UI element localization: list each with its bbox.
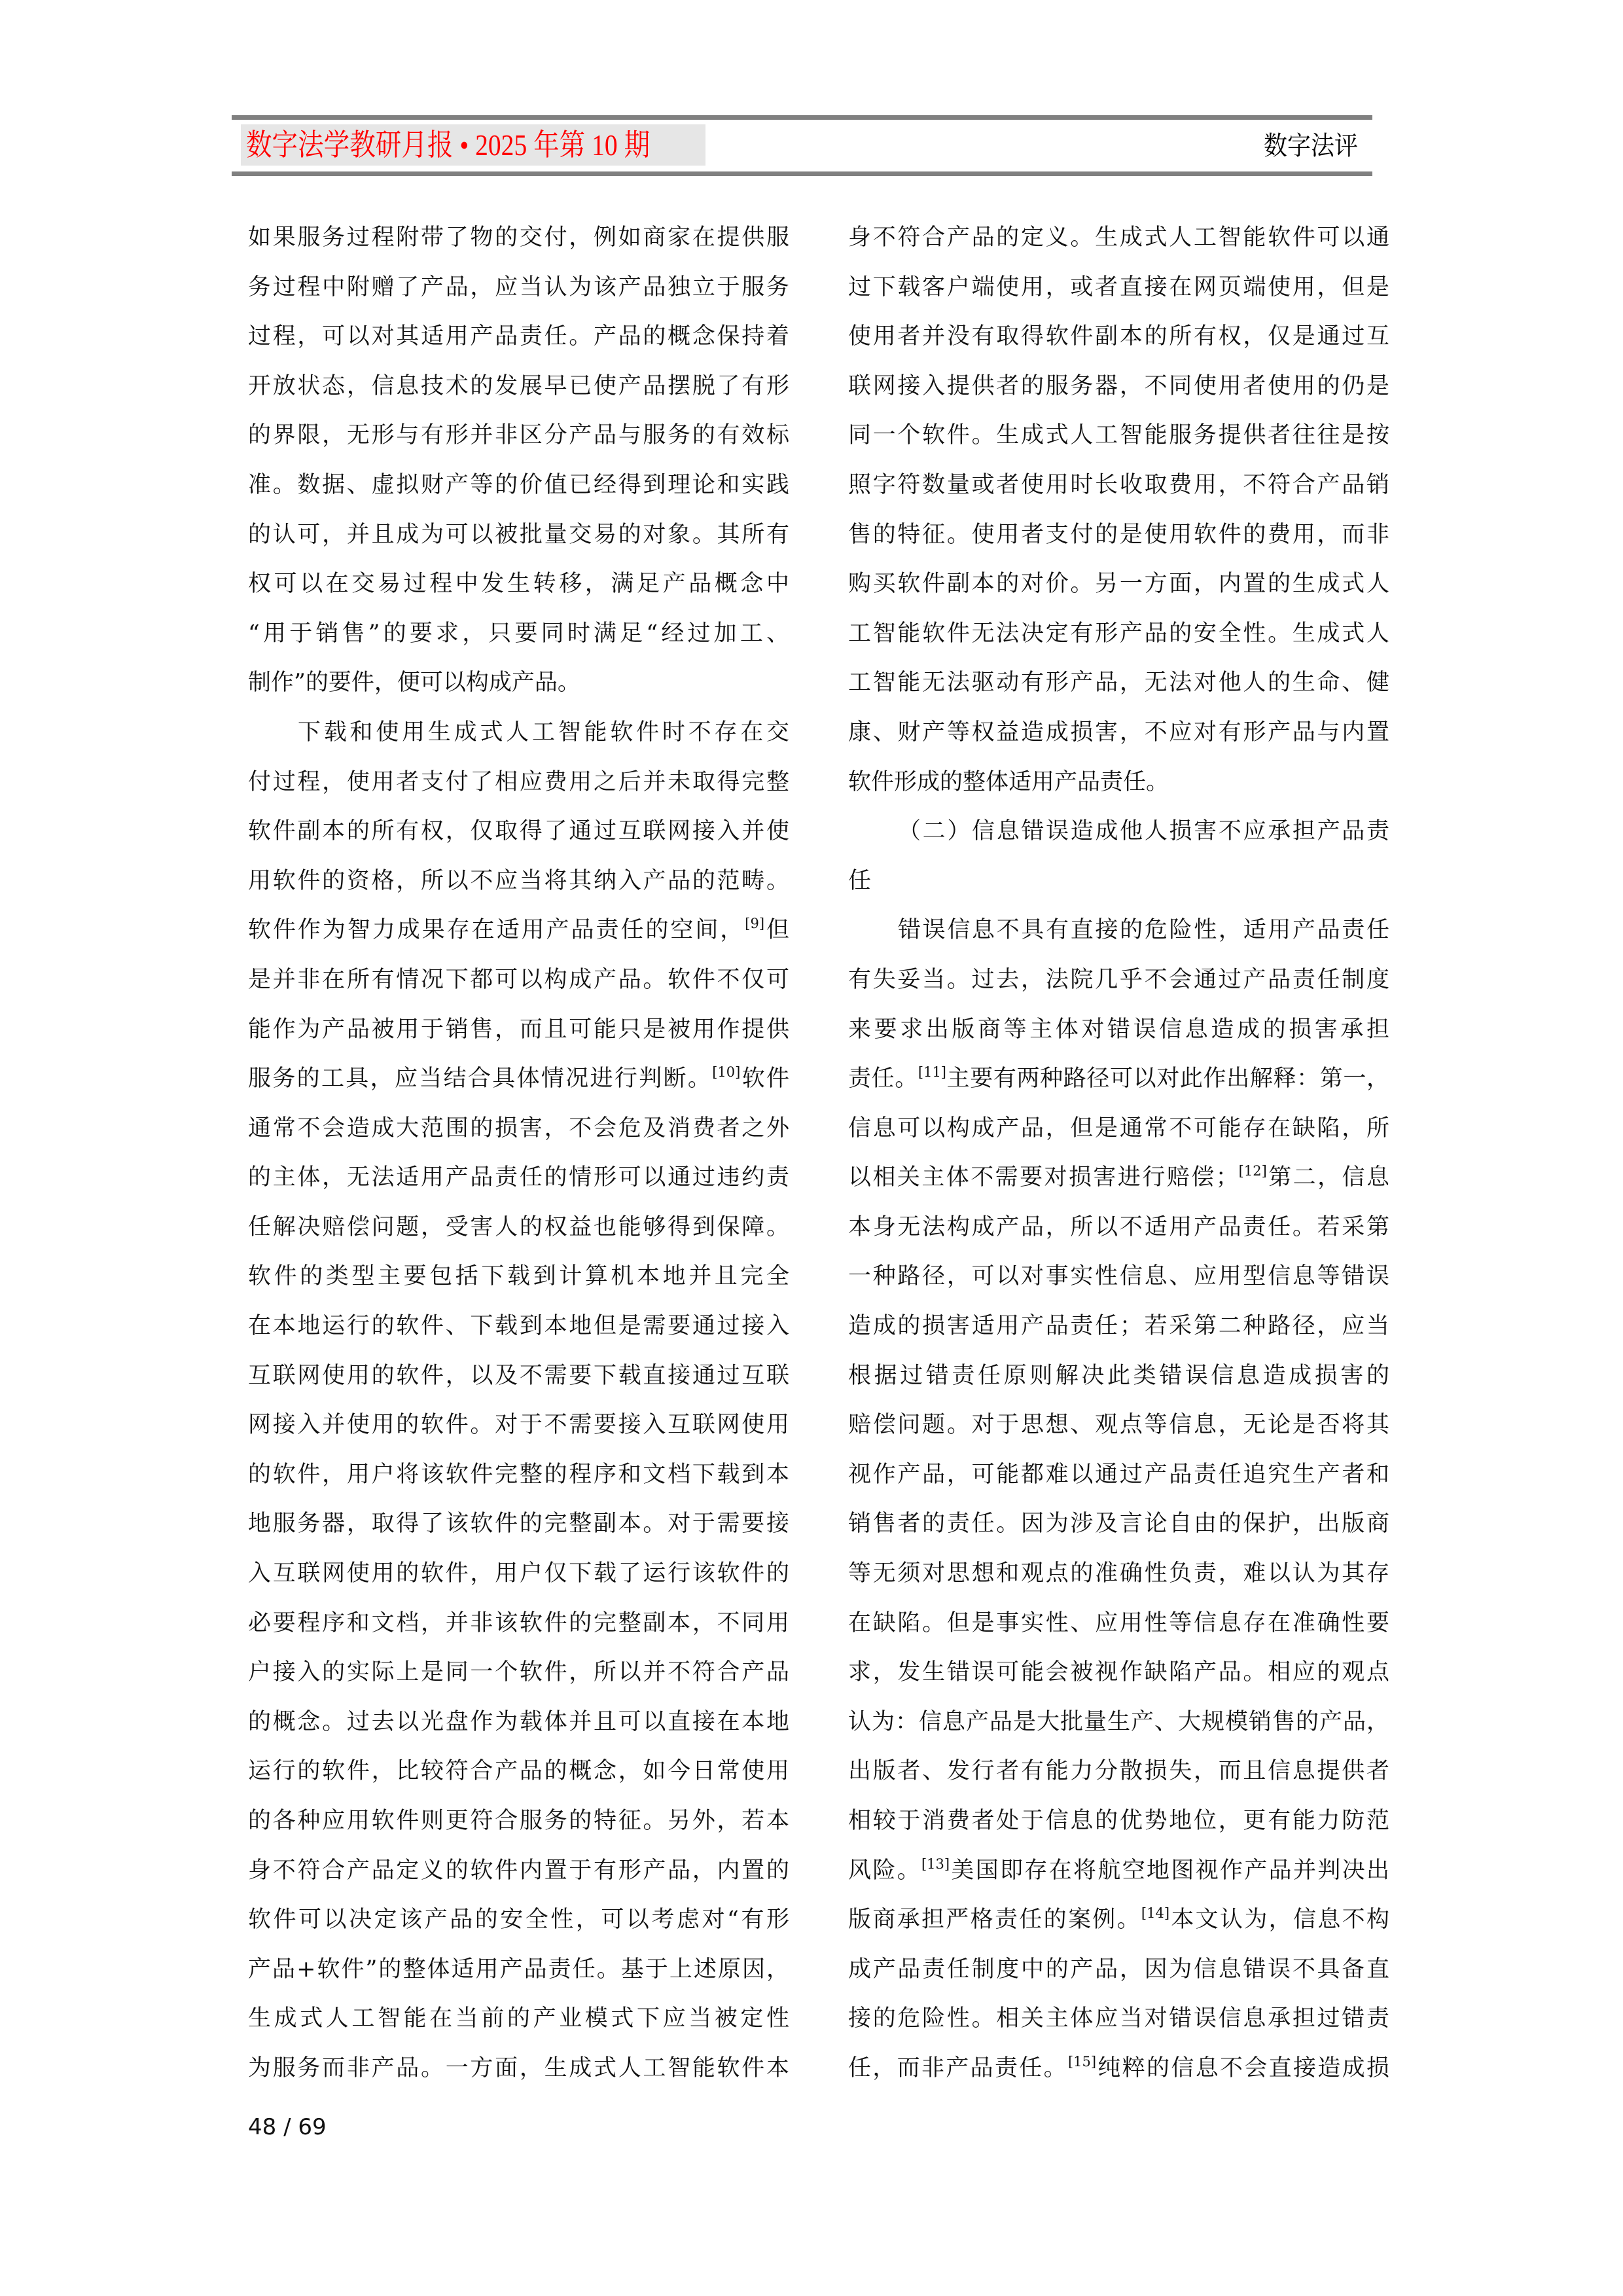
text-line: 开放状态，信息技术的发展早已使产品摆脱了有形 (248, 372, 789, 399)
text-line: 户接入的实际上是同一个软件，所以并不符合产品 (248, 1659, 789, 1686)
section-title: 数字法评 (1264, 131, 1358, 161)
paragraph (848, 807, 1389, 906)
text-line: 有失妥当。过去，法院几乎不会通过产品责任制度 (848, 966, 1389, 993)
text-line: 视作产品，可能都难以通过产品责任追究生产者和 (848, 1461, 1389, 1488)
text-line: 生成式人工智能在当前的产业模式下应当被定性 (248, 2005, 789, 2032)
citation-marker[interactable]: [15] (1067, 2053, 1097, 2070)
text-line: 用软件的资格，所以不应当将其纳入产品的范畴。 (248, 867, 789, 894)
text-line: 任 (848, 867, 872, 894)
text-line: 本身无法构成产品，所以不适用产品责任。若采第 (848, 1213, 1389, 1240)
text-line: 来要求出版商等主体对错误信息造成的损害承担 (848, 1016, 1389, 1043)
citation-marker[interactable]: [12] (1238, 1163, 1267, 1179)
citation-marker[interactable]: [11] (918, 1064, 946, 1081)
text-line: 风险。[13]美国即存在将航空地图视作产品并判决出 (848, 1856, 1389, 1884)
text-line: 网接入并使用的软件。对于不需要接入互联网使用 (248, 1412, 789, 1439)
header-top-rule (232, 115, 1372, 120)
text-line: 接的危险性。相关主体应当对错误信息承担过错责 (848, 2005, 1389, 2032)
text-line: 的界限，无形与有形并非区分产品与服务的有效标 (248, 422, 789, 449)
text-line: 软件副本的所有权，仅取得了通过互联网接入并使 (248, 818, 789, 845)
text-line: 销售者的责任。因为涉及言论自由的保护，出版商 (848, 1511, 1389, 1537)
text-line: 求，发生错误可能会被视作缺陷产品。相应的观点 (848, 1659, 1389, 1686)
citation-marker[interactable]: [13] (921, 1856, 950, 1872)
journal-title-box (241, 124, 705, 166)
citation-marker[interactable]: [10] (712, 1064, 741, 1081)
left-column (248, 213, 789, 2094)
text-line: 务过程中附赠了产品，应当认为该产品独立于服务 (248, 274, 789, 300)
text-line: 相较于消费者处于信息的优势地位，更有能力防范 (848, 1808, 1389, 1834)
text-line: 在缺陷。但是事实性、应用性等信息存在准确性要 (848, 1609, 1389, 1636)
text-line: 造成的损害适用产品责任；若采第二种路径，应当 (848, 1313, 1389, 1340)
text-line: 使用者并没有取得软件副本的所有权，仅是通过互 (848, 323, 1389, 350)
text-line: 互联网使用的软件，以及不需要下载直接通过互联 (248, 1362, 789, 1389)
text-line: 运行的软件，比较符合产品的概念，如今日常使用 (248, 1758, 789, 1785)
text-line: 为服务而非产品。一方面，生成式人工智能软件本 (248, 2054, 789, 2081)
header-bottom-rule (232, 171, 1372, 176)
text-line: “用于销售”的要求，只要同时满足“经过加工、 (248, 620, 789, 647)
text-line: 准。数据、虚拟财产等的价值已经得到理论和实践 (248, 471, 789, 498)
text-line: 过程，可以对其适用产品责任。产品的概念保持着 (248, 323, 789, 350)
text-line: 如果服务过程附带了物的交付，例如商家在提供服 (248, 224, 789, 251)
text-line: 以相关主体不需要对损害进行赔偿；[12]第二，信息 (848, 1163, 1389, 1191)
text-line: 权可以在交易过程中发生转移，满足产品概念中 (248, 571, 789, 598)
text-line: 软件形成的整体适用产品责任。 (848, 768, 1169, 795)
text-line: 根据过错责任原则解决此类错误信息造成损害的 (848, 1362, 1389, 1389)
text-line: 版商承担严格责任的案例。[14]本文认为，信息不构 (848, 1905, 1389, 1933)
page-number: 48 / 69 (248, 2114, 327, 2140)
text-line: 身不符合产品的定义。生成式人工智能软件可以通 (848, 224, 1389, 251)
text-line: 认为：信息产品是大批量生产、大规模销售的产品， (848, 1708, 1389, 1735)
text-line: 地服务器，取得了该软件的完整副本。对于需要接 (248, 1511, 789, 1537)
text-line: 购买软件副本的对价。另一方面，内置的生成式人 (848, 571, 1389, 598)
text-line: 必要程序和文档，并非该软件的完整副本，不同用 (248, 1609, 789, 1636)
citation-marker[interactable]: [9] (745, 916, 765, 932)
text-line: 的软件，用户将该软件完整的程序和文档下载到本 (248, 1461, 789, 1488)
text-line: 赔偿问题。对于思想、观点等信息，无论是否将其 (848, 1412, 1389, 1439)
text-line: 的各种应用软件则更符合服务的特征。另外，若本 (248, 1808, 789, 1834)
text-line: 任解决赔偿问题，受害人的权益也能够得到保障。 (248, 1213, 789, 1240)
text-line: 服务的工具，应当结合具体情况进行判断。[10]软件 (248, 1064, 789, 1092)
text-line: 出版者、发行者有能力分散损失，而且信息提供者 (848, 1758, 1389, 1785)
text-line: 是并非在所有情况下都可以构成产品。软件不仅可 (248, 966, 789, 993)
text-line: 等无须对思想和观点的准确性负责，难以认为其存 (848, 1560, 1389, 1587)
text-line: 工智能无法驱动有形产品，无法对他人的生命、健 (848, 670, 1389, 696)
text-line: 通常不会造成大范围的损害，不会危及消费者之外 (248, 1115, 789, 1141)
text-line: 产品+软件”的整体适用产品责任。基于上述原因， (248, 1956, 789, 1982)
text-line: 任，而非产品责任。[15]纯粹的信息不会直接造成损 (848, 2053, 1389, 2081)
text-line: 的概念。过去以光盘作为载体并且可以直接在本地 (248, 1708, 789, 1735)
paragraph (248, 708, 789, 2094)
paragraph (848, 906, 1389, 2093)
text-line: 的主体，无法适用产品责任的情形可以通过违约责 (248, 1164, 789, 1191)
text-line: 售的特征。使用者支付的是使用软件的费用，而非 (848, 521, 1389, 548)
paragraph (248, 213, 789, 708)
journal-title: 数字法学教研月报 • 2025 年第 10 期 (246, 128, 651, 162)
text-line: 责任。[11]主要有两种路径可以对此作出解释：第一， (848, 1064, 1389, 1092)
text-line: 软件可以决定该产品的安全性，可以考虑对“有形 (248, 1907, 789, 1933)
citation-marker[interactable]: [14] (1141, 1905, 1170, 1922)
text-line: 制作”的要件，便可以构成产品。 (248, 670, 580, 696)
text-line: 软件作为智力成果存在适用产品责任的空间，[9]但 (248, 916, 789, 944)
text-line: 软件的类型主要包括下载到计算机本地并且完全 (248, 1263, 789, 1290)
text-line: 一种路径，可以对事实性信息、应用型信息等错误 (848, 1263, 1389, 1290)
text-line: 在本地运行的软件、下载到本地但是需要通过接入 (248, 1313, 789, 1340)
text-line: 付过程，使用者支付了相应费用之后并未取得完整 (248, 768, 789, 795)
text-line: 错误信息不具有直接的危险性，适用产品责任 (898, 917, 1389, 944)
text-line: 同一个软件。生成式人工智能服务提供者往往是按 (848, 422, 1389, 449)
text-line: 联网接入提供者的服务器，不同使用者使用的仍是 (848, 372, 1389, 399)
text-line: 信息可以构成产品，但是通常不可能存在缺陷，所 (848, 1115, 1389, 1141)
text-line: 能作为产品被用于销售，而且可能只是被用作提供 (248, 1016, 789, 1043)
text-line: 的认可，并且成为可以被批量交易的对象。其所有 (248, 521, 789, 548)
right-column (848, 213, 1389, 2094)
text-line: 身不符合产品定义的软件内置于有形产品，内置的 (248, 1857, 789, 1884)
text-line: 照字符数量或者使用时长收取费用，不符合产品销 (848, 471, 1389, 498)
text-line: 过下载客户端使用，或者直接在网页端使用，但是 (848, 274, 1389, 300)
text-line: 成产品责任制度中的产品，因为信息错误不具备直 (848, 1956, 1389, 1982)
paragraph (848, 213, 1389, 807)
text-line: （二）信息错误造成他人损害不应承担产品责 (898, 818, 1389, 845)
text-line: 下载和使用生成式人工智能软件时不存在交 (298, 719, 789, 745)
text-line: 康、财产等权益造成损害，不应对有形产品与内置 (848, 719, 1389, 745)
text-line: 入互联网使用的软件，用户仅下载了运行该软件的 (248, 1560, 789, 1587)
text-line: 工智能软件无法决定有形产品的安全性。生成式人 (848, 620, 1389, 647)
